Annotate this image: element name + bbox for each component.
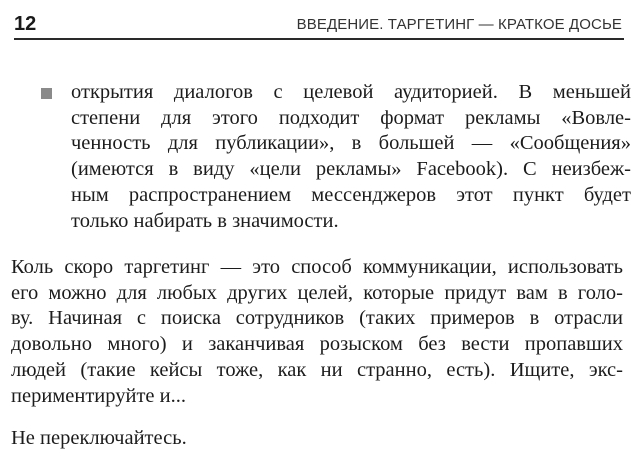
paragraph-line: Коль скоро таргетинг — это способ коммуникации, использовать (11, 256, 623, 278)
chapter-title: ВВЕДЕНИЕ. ТАРГЕТИНГ — КРАТКОЕ ДОСЬЕ (296, 16, 622, 33)
square-bullet-icon (41, 88, 52, 99)
paragraph-line: его можно для любых других целей, которые придут вам в голо- (11, 281, 623, 304)
body-paragraph (11, 255, 623, 409)
paragraph-line: довольно много) и заканчивая розыском без вести пропавших (11, 333, 623, 356)
bullet-line: (имеются в виду «цели рекламы» Facebook). С неизбеж- (71, 158, 631, 181)
bullet-line: открытия диалогов с целевой аудиторией. В меньшей (71, 81, 631, 103)
bullet-line: ным распространением мессенджеров этот пункт будет (71, 183, 631, 206)
closing-paragraph (11, 426, 623, 452)
bullet-text (71, 80, 631, 234)
closing-line: Не переключайтесь. (11, 427, 187, 449)
paragraph-line: периментируйте и... (11, 384, 186, 407)
paragraph-line: ву. Начиная с поиска сотрудников (таких примеров в отрасли (11, 307, 623, 330)
running-header (14, 12, 624, 36)
header-divider (14, 38, 624, 40)
paragraph-line: людей (такие кейсы тоже, как ни странно, есть). Ищите, экс- (11, 358, 623, 381)
page-number: 12 (14, 13, 37, 35)
bullet-line: ченность для публикации», в большей — «Сообщения» (71, 132, 631, 155)
bullet-line: степени для этого подходит формат рекламы «Вовле- (71, 106, 631, 129)
bullet-line: только набирать в значимости. (71, 209, 339, 232)
